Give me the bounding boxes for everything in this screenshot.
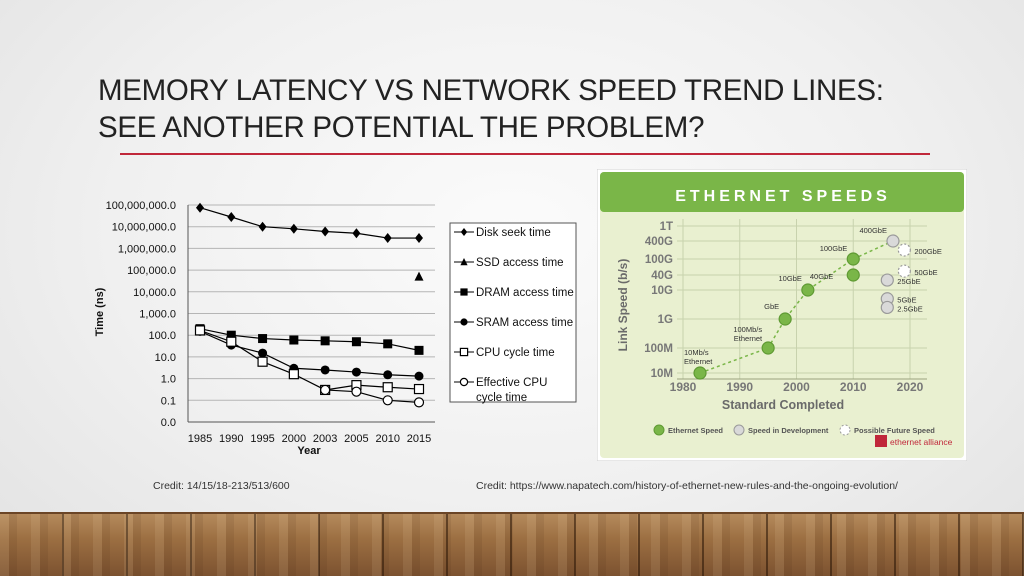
speed-point-label: 10Mb/s Ethernet	[684, 348, 713, 366]
legend-entry: SRAM access time	[476, 317, 574, 329]
data-point-square	[383, 339, 392, 348]
data-point-open-circle	[415, 398, 424, 407]
speed-point	[779, 313, 791, 325]
y-tick-label: 100,000,000.0	[105, 200, 176, 212]
x-tick-label: 1985	[187, 433, 213, 445]
data-point-circle	[383, 370, 392, 379]
slide-title-line-1: MEMORY LATENCY VS NETWORK SPEED TREND LINES:	[98, 74, 884, 107]
legend-swatch	[840, 425, 850, 435]
x-tick-label: 2000	[783, 380, 810, 394]
data-point-open-circle	[321, 385, 330, 394]
x-tick-label: 1980	[669, 380, 697, 394]
speed-point	[762, 342, 774, 354]
legend-swatch-marker	[460, 348, 467, 355]
legend-entry: CPU cycle time	[476, 347, 555, 359]
data-point-open-square	[227, 337, 236, 346]
y-tick-label: 10.0	[154, 351, 176, 364]
legend-entry: SSD access time	[476, 257, 564, 269]
data-point-open-circle	[383, 396, 392, 405]
legend-entry: Possible Future Speed	[854, 426, 935, 435]
latency-chart-x-ticks	[188, 433, 431, 445]
speed-point-label: 100GbE	[819, 244, 848, 253]
speed-point-label: 5GbE	[897, 295, 917, 305]
x-tick-label: 2000	[281, 433, 307, 445]
speed-point-label: GbE	[764, 302, 780, 311]
data-point-circle	[352, 368, 361, 377]
legend-entry: Disk seek time	[476, 227, 551, 239]
data-point-open-square	[383, 383, 392, 392]
speed-point-label: 100Mb/s Ethernet	[733, 325, 763, 343]
legend-entry: DRAM access time	[476, 287, 574, 299]
data-point-diamond	[384, 233, 392, 243]
speed-point	[887, 235, 899, 247]
y-tick-label: 10,000,000.0	[111, 221, 176, 234]
latency-chart-x-axis-label: Year	[297, 445, 321, 457]
x-tick-label: 1995	[250, 433, 275, 445]
y-tick-label: 100.0	[148, 330, 176, 343]
speed-point	[847, 269, 859, 281]
y-tick-label: 400G	[644, 236, 673, 248]
speed-point	[881, 301, 893, 313]
x-tick-label: 1990	[726, 380, 754, 394]
y-tick-label: 0.0	[160, 417, 176, 429]
y-tick-label: 40G	[651, 270, 673, 282]
legend-entry: Speed in Development	[748, 426, 829, 435]
y-tick-label: 10G	[651, 285, 673, 297]
ethernet-chart-title: ETHERNET SPEEDS	[675, 188, 891, 205]
legend-box	[450, 223, 576, 402]
data-point-circle	[415, 372, 424, 381]
x-tick-label: 2020	[896, 380, 924, 394]
y-tick-label: 100G	[644, 254, 673, 266]
latency-chart-series	[196, 203, 424, 407]
speed-point	[898, 265, 910, 277]
series-line-diamond	[200, 208, 419, 238]
speed-point	[694, 367, 706, 379]
data-point-square	[415, 346, 424, 355]
latency-chart-y-ticks	[106, 200, 176, 429]
legend-entry: Ethernet Speed	[668, 426, 724, 435]
ethernet-chart-x-axis-label: Standard Completed	[721, 398, 845, 412]
legend-swatch-marker	[460, 378, 467, 385]
y-tick-label: 1.0	[160, 373, 176, 386]
ethernet-alliance-logo-text: ethernet alliance	[890, 437, 953, 447]
wood-floor-background	[0, 514, 1024, 576]
x-tick-label: 2003	[312, 433, 338, 445]
speed-point	[847, 253, 859, 265]
ethernet-chart-y-axis-label: Link Speed (b/s)	[616, 258, 630, 352]
speed-point	[802, 284, 814, 296]
speed-point-label: 2.5GbE	[897, 304, 923, 314]
data-point-open-square	[258, 357, 267, 366]
y-tick-label: 10,000.0	[133, 286, 176, 299]
data-point-open-square	[196, 326, 205, 335]
data-point-square	[352, 337, 361, 346]
x-tick-label: 2005	[344, 433, 369, 445]
data-point-diamond	[227, 212, 235, 222]
speed-point	[898, 244, 910, 256]
y-tick-label: 0.1	[160, 395, 176, 408]
credit-right: Credit: https://www.napatech.com/history-of-ethernet-new-rules-and-the-ongoing-evolution/	[476, 480, 898, 492]
data-point-open-square	[415, 385, 424, 394]
latency-chart-y-axis-label: Time (ns)	[94, 287, 106, 337]
data-point-square	[321, 336, 330, 345]
data-point-diamond	[290, 224, 298, 234]
speed-point-label: 25GbE	[897, 277, 921, 287]
legend-swatch	[654, 425, 664, 435]
data-point-diamond	[321, 227, 329, 237]
x-tick-label: 2010	[839, 380, 867, 394]
y-tick-label: 100M	[644, 343, 673, 355]
data-point-triangle	[415, 272, 424, 281]
y-tick-label: 1,000,000.0	[117, 243, 176, 256]
x-tick-label: 2015	[406, 433, 432, 445]
legend-entry: Effective CPU cycle time	[476, 377, 548, 404]
y-tick-label: 10M	[650, 368, 673, 380]
speed-point-label: 40GbE	[809, 272, 834, 281]
credit-left: Credit: 14/15/18-213/513/600	[153, 480, 290, 492]
data-point-circle	[321, 365, 330, 374]
memory-latency-chart	[80, 186, 585, 466]
legend-swatch	[734, 425, 744, 435]
x-tick-label: 1990	[219, 433, 244, 445]
ethernet-alliance-logo-mark	[875, 435, 887, 447]
data-point-diamond	[415, 233, 423, 243]
x-tick-label: 2010	[375, 433, 400, 445]
y-tick-label: 100,000.0	[127, 265, 176, 278]
legend-swatch-marker	[460, 288, 467, 295]
ethernet-speeds-chart	[597, 169, 967, 461]
data-point-diamond	[196, 203, 204, 213]
latency-chart-legend	[450, 223, 576, 404]
data-point-circle	[258, 349, 267, 358]
y-tick-label: 1,000.0	[139, 308, 176, 321]
data-point-open-square	[289, 370, 298, 379]
data-point-diamond	[259, 222, 267, 232]
slide-title-line-2: SEE ANOTHER POTENTIAL THE PROBLEM?	[98, 111, 705, 144]
speed-point-label: 400GbE	[859, 226, 887, 235]
y-tick-label: 1T	[659, 221, 673, 233]
data-point-square	[289, 336, 298, 345]
data-point-diamond	[352, 228, 360, 238]
y-tick-label: 1G	[657, 314, 673, 326]
slide-title	[98, 72, 958, 146]
legend-swatch-marker	[460, 318, 467, 325]
speed-point	[881, 274, 893, 286]
speed-point-label: 10GbE	[778, 274, 802, 283]
data-point-open-circle	[352, 387, 361, 396]
title-underline	[120, 153, 930, 155]
data-point-square	[258, 334, 267, 343]
speed-point-label: 200GbE	[914, 247, 942, 256]
speed-point-label: 50GbE	[914, 268, 938, 278]
